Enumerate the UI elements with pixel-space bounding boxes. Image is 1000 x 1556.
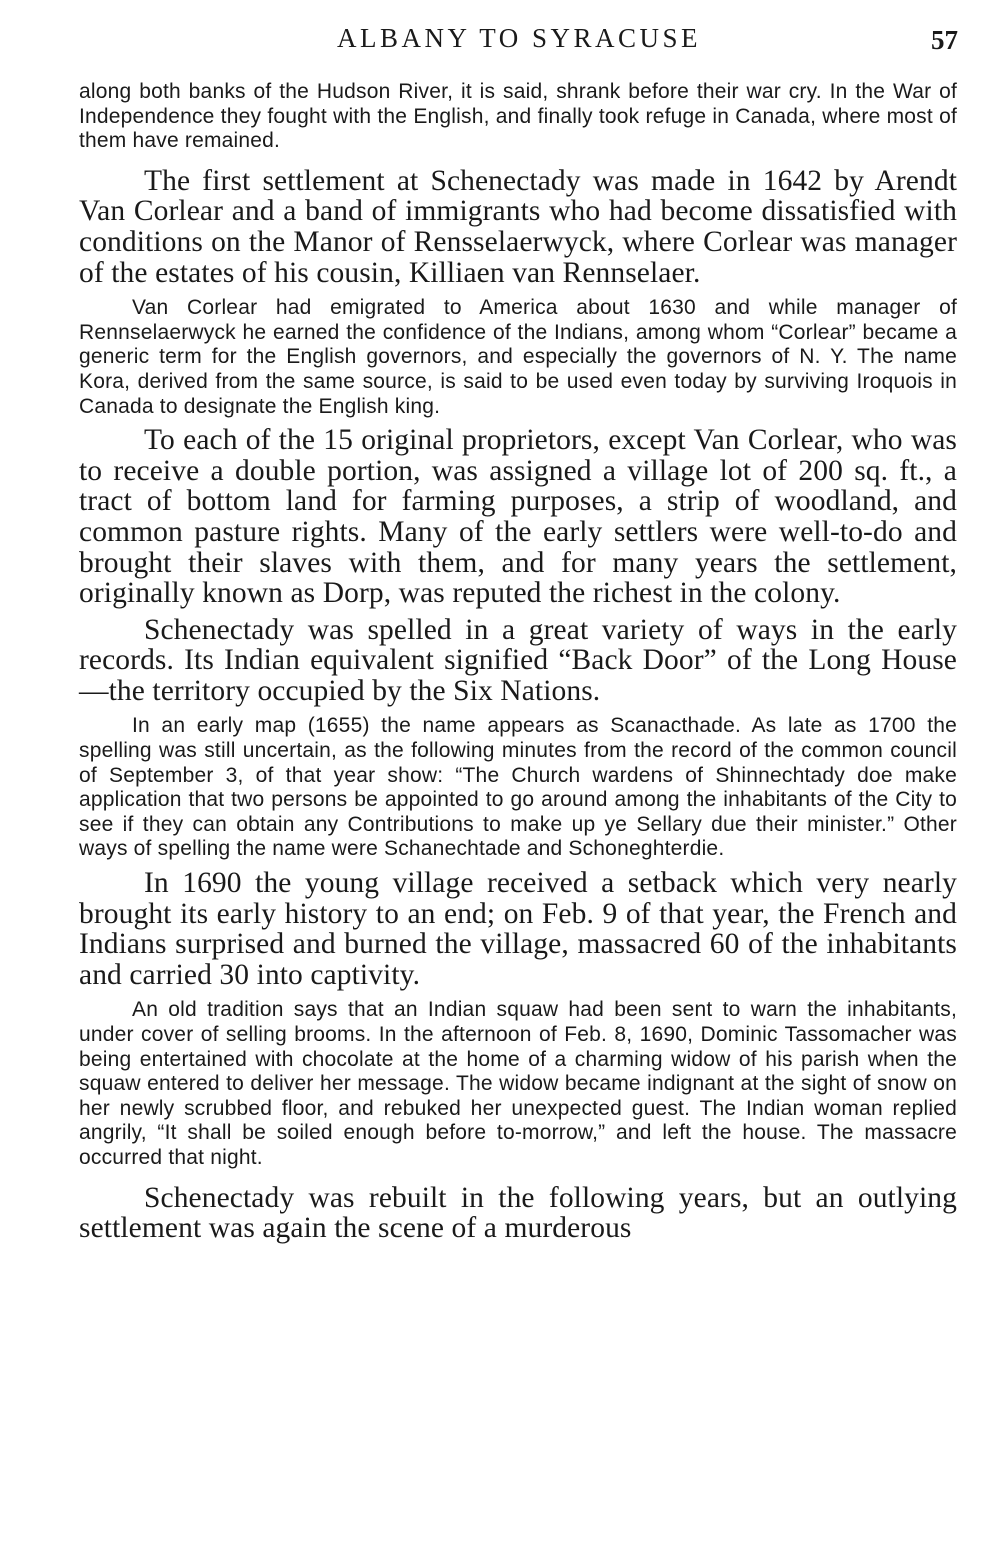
page-body — [79, 80, 957, 1244]
running-head — [80, 20, 958, 56]
paragraph-massacre: In 1690 the young village received a setback which very nearly brought its early history to an end; on Feb. 9 of that year, the French and Indians surprised and burned the village, massacred 60 of the inhabitants and carried 30 into captivity. — [79, 867, 957, 991]
paragraph-proprietors: To each of the 15 original proprietors, except Van Corlear, who was to receive a double portion, was assigned a village lot of 200 sq. ft., a tract of bottom land for farming purposes, a strip of woodland, and common pasture rights. Many of the early settlers were well-to-do and brought their slaves with them, and for many years the settlement, originally known as Dorp, was reputed the richest in the colony. — [79, 424, 957, 610]
paragraph-continued: along both banks of the Hudson River, it is said, shrank before their war cry. In the War of Independence they fought with the English, and finally took refuge in Canada, where most of them have remained. — [79, 80, 957, 153]
paragraph-rebuilt: Schenectady was rebuilt in the following years, but an outlying settlement was again the scene of a murderous — [79, 1181, 957, 1245]
paragraph-first-settlement: The first settlement at Schenectady was made in 1642 by Arendt Van Corlear and a band of immigrants who had become dissatisfied with conditions on the Manor of Rensselaerwyck, where Corlear was manager of the estates of his cousin, Killiaen van Rennselaer. — [79, 164, 957, 289]
note-tradition: An old tradition says that an Indian squaw had been sent to warn the inhabitants, under cover of selling brooms. In the afternoon of Feb. 8, 1690, Dominic Tassomacher was being entertained with chocolate at the home of a charming widow of his parish when the squaw entered to deliver her message. The widow became indignant at the sight of snow on her newly scrubbed floor, and rebuked her unexpected guest. The Indian woman replied angrily, “It shall be soiled enough before to-morrow,” and left the house. The massacre occurred that night. — [79, 998, 957, 1169]
note-early-map: In an early map (1655) the name appears as Scanacthade. As late as 1700 the spelling was still uncertain, as the following minutes from the record of the common council of September 3, of that year show: “The Church wardens of Shinnechtady doe make application that two persons be appointed to go around among the inhabitants of the City to see if they can obtain any Contributions to make up ye Sellary due their minister.” Other ways of spelling the name were Schanechtade and Schoneghterdie. — [79, 714, 957, 861]
running-title: ALBANY TO SYRACUSE — [336, 23, 702, 53]
note-van-corlear: Van Corlear had emigrated to America about 1630 and while manager of Rennselaerwyck he earned the confidence of the Indians, among whom “Corlear” became a generic term for the English governors, and especially the governors of N. Y. The name Kora, derived from the same source, is said to be used even today by surviving Iroquois in Canada to designate the English king. — [79, 296, 957, 418]
page-number: 57 — [931, 25, 958, 55]
paragraph-spelling: Schenectady was spelled in a great variety of ways in the early records. Its Indian equivalent signified “Back Door” of the Long House—the territory occupied by the Six Nations. — [79, 613, 957, 707]
